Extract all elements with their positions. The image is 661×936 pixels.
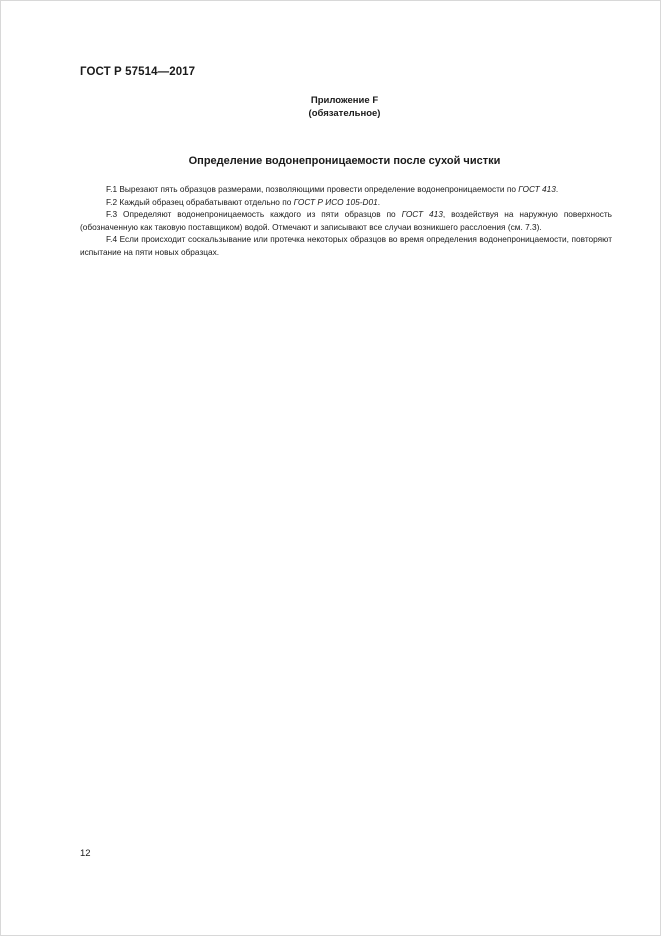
- section-heading: Определение водонепроницаемости после сухой чистки: [188, 155, 501, 167]
- appendix-status: (обязательное): [308, 108, 381, 119]
- paragraph-f2-end: .: [377, 196, 380, 207]
- standard-reference: ГОСТ 413: [401, 209, 443, 219]
- appendix-title: Приложение F: [310, 95, 379, 106]
- paragraph-f1-end: .: [555, 184, 559, 194]
- paragraph-f4: [80, 233, 612, 258]
- paragraph-f1-text: F.1 Вырезают пять образцов размерами, позволяющими провести определение водонепроницаемости по: [106, 184, 519, 194]
- paragraph-f3: [80, 208, 612, 233]
- document-code: ГОСТ Р 57514—2017: [80, 66, 196, 78]
- standard-reference: ГОСТ Р ИСО 105-D01: [293, 196, 378, 207]
- paragraph-f2-text: F.2 Каждый образец обрабатывают отдельно по: [106, 196, 294, 207]
- paragraph-f3-end: , воздействуя на наружную поверхность (обозначенную как таковую поставщиком) водой. Отмечают и записывают все случаи возникшего расслоения (см. 7.3).: [80, 209, 612, 232]
- paragraph-f4-text: F.4 Если происходит соскальзывание или протечка некоторых образцов во время определения водонепроницаемости, повторяют испытание на пяти новых образцах.: [80, 234, 612, 257]
- paragraph-f2: [80, 196, 612, 209]
- standard-reference: ГОСТ 413: [518, 184, 556, 194]
- paragraph-f3-text: F.3 Определяют водонепроницаемость каждого из пяти образцов по: [106, 209, 402, 219]
- paragraph-f1: [80, 183, 612, 196]
- body-text: [80, 183, 612, 258]
- page-number: 12: [80, 848, 91, 859]
